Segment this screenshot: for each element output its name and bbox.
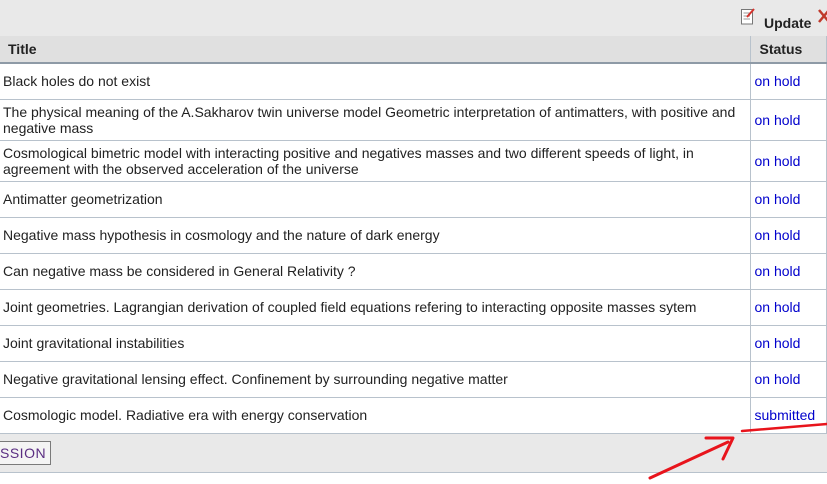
article-title: Negative gravitational lensing effect. Confinement by surrounding negative matter	[0, 361, 750, 397]
close-icon[interactable]	[818, 9, 827, 23]
table-row	[0, 289, 826, 325]
table-row	[0, 397, 826, 433]
articles-table	[0, 36, 827, 434]
column-header-title[interactable]: Title	[0, 36, 750, 63]
status-link[interactable]: on hold	[754, 73, 801, 90]
table-header-row	[0, 36, 826, 63]
status-link[interactable]: on hold	[754, 227, 801, 243]
table-row	[0, 63, 826, 99]
update-button[interactable]: Update	[764, 15, 812, 31]
status-link[interactable]: on hold	[754, 335, 801, 351]
footer-bar	[0, 434, 827, 473]
article-title: Can negative mass be considered in General Relativity ?	[0, 253, 750, 289]
table-row	[0, 140, 826, 181]
article-title: The physical meaning of the A.Sakharov twin universe model Geometric interpretation of antimatters, with positive and negative mass	[0, 99, 750, 140]
column-header-status[interactable]: Status	[750, 36, 826, 63]
article-title: Black holes do not exist	[0, 63, 750, 99]
edit-document-icon[interactable]	[741, 8, 755, 25]
article-title: Joint gravitational instabilities	[0, 325, 750, 361]
status-link[interactable]: submitted	[754, 407, 816, 423]
toolbar	[0, 0, 827, 37]
table-row	[0, 361, 826, 397]
submission-button[interactable]: SSION	[0, 441, 51, 465]
status-link[interactable]: on hold	[754, 263, 801, 279]
table-row	[0, 181, 826, 217]
article-title: Cosmologic model. Radiative era with energy conservation	[0, 397, 750, 433]
table-row	[0, 217, 826, 253]
status-link[interactable]: on hold	[754, 191, 801, 207]
article-title: Joint geometries. Lagrangian derivation of coupled field equations refering to interacting opposite masses sytem	[0, 289, 750, 325]
article-title: Negative mass hypothesis in cosmology and the nature of dark energy	[0, 217, 750, 253]
article-title: Cosmological bimetric model with interacting positive and negatives masses and two different speeds of light, in agreement with the observed acceleration of the universe	[0, 140, 750, 181]
status-link[interactable]: on hold	[754, 152, 801, 169]
table-row	[0, 325, 826, 361]
table-row	[0, 99, 826, 140]
status-link[interactable]: on hold	[754, 299, 801, 315]
table-row	[0, 253, 826, 289]
status-link[interactable]: on hold	[754, 371, 801, 387]
status-link[interactable]: on hold	[754, 111, 801, 128]
article-title: Antimatter geometrization	[0, 181, 750, 217]
